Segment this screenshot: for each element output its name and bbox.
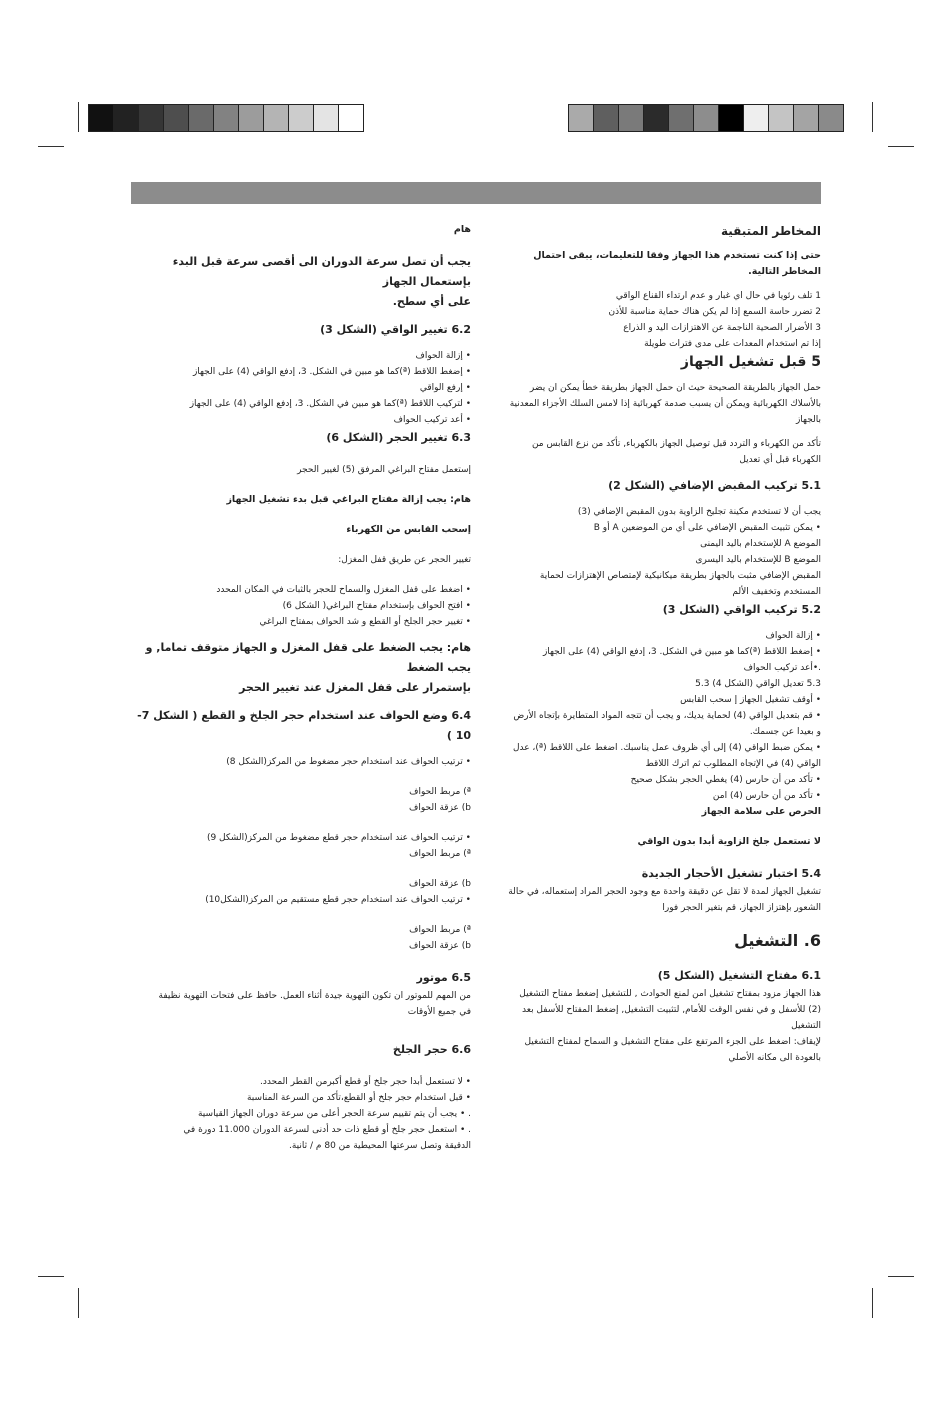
spacer <box>131 238 471 252</box>
paragraph: ª) مربط الحواف <box>409 787 471 797</box>
spacer <box>131 908 471 922</box>
paragraph: • ترتيب الحواف عند استخدام حجر قطع مضغوط من المركز(الشكل 9) <box>206 833 471 843</box>
subsection-heading: 6.2 تغيير الواقي (الشكل 3) <box>320 323 471 336</box>
bold-note: لا تستعمل جلخ الزاوية أبدا بدون الواقي <box>637 836 821 847</box>
crop-mark <box>888 1276 914 1277</box>
crop-mark <box>78 102 79 132</box>
subsection-heading: على أي سطح. <box>392 295 471 308</box>
paragraph: الموضع A للإستخدام باليد اليمنى <box>700 539 821 549</box>
spacer <box>131 568 471 582</box>
paragraph: ª) مربط الحواف <box>409 849 471 859</box>
paragraph: الدقيقة وتصل سرعتها المحيطية من 80 م / ثانية. <box>289 1141 471 1151</box>
paragraph: تغيير الحجر عن طريق قفل المغزل: <box>338 555 471 565</box>
paragraph: • افتح الحواف بإستخدام مفتاح البراغي( الشكل 6) <box>282 601 471 611</box>
spacer <box>131 954 471 968</box>
paragraph: • لتركيب اللاقط (ª)كما هو مبين في الشكل. 3، إدفع الواقي (4) على الجهاز <box>189 399 471 409</box>
spacer <box>505 468 821 476</box>
paragraph: . • استعمل حجر جلخ أو قطع ذات حد أدنى لسرعة الدوران 11.000 دورة في <box>183 1125 471 1135</box>
crop-mark <box>872 1288 873 1318</box>
section-heading: 6. التشغيل <box>734 931 821 950</box>
paragraph: تشغيل الجهاز لمدة لا تقل عن دقيقة واحدة مع وجود الحجر المراد إستعماله، في حالة <box>508 887 821 897</box>
paragraph: • قم بتعديل الواقي (4) لحماية يديك، و يجب أن تتجه المواد المتطايرة بإتجاه الأرض <box>513 711 821 721</box>
crop-mark <box>78 1288 79 1318</box>
bold-note: إسحب القابس من الكهرباء <box>346 524 471 535</box>
spacer <box>505 952 821 966</box>
subsection-heading: 6.5 موتور <box>416 971 471 984</box>
bold-note: هام: يجب إزالة مفتاح البراغي قبل بدء تشغيل الجهاز <box>226 494 471 505</box>
paragraph: 3 الأضرار الصحية الناجمة عن الاهتزازات اليد و الذراع <box>623 323 821 333</box>
spacer <box>131 340 471 348</box>
spacer <box>131 478 471 492</box>
paragraph: • ترتيب الحواف عند استخدام حجر قطع مستقيم من المركز(الشكل10) <box>205 895 471 905</box>
paragraph: تأكد من الكهرباء و التردد قبل توصيل الجهاز بالكهرباء, تأكد من نزع القابس من <box>531 439 821 449</box>
spacer <box>505 916 821 930</box>
spacer <box>505 850 821 864</box>
paragraph: • تأكد من أن حارس (4) يغطي الحجر بشكل صحيح <box>630 775 821 785</box>
spacer <box>505 820 821 834</box>
spacer <box>505 280 821 288</box>
crop-mark <box>38 146 64 147</box>
subsection-heading: هام: يجب الضغط على قفل المغزل و الجهاز متوقف تماما, و يجب الضغط <box>145 641 471 674</box>
paragraph: • إضغط اللاقط (ª)كما هو مبين في الشكل. 3، إدفع الواقي (4) على الجهاز <box>542 647 821 657</box>
spacer <box>131 862 471 876</box>
paragraph: • إزالة الحواف <box>765 631 821 641</box>
paragraph: هذا الجهاز مزود بمفتاح تشغيل امن لمنع الحوادث , للتشغيل إضغط مفتاح التشغيل <box>519 989 821 999</box>
paragraph: . • يجب أن يتم تقييم سرعة الحجر أعلى من سرعة دوران الجهاز القياسية <box>197 1109 471 1119</box>
color-calibration-bar <box>568 104 844 132</box>
left-text-column <box>131 222 471 1154</box>
paragraph: (2) للأسفل و في نفس الوقت للأمام, لتثبيت التشغيل, إضغط المفتاح للأسفل بعد <box>522 1005 821 1015</box>
crop-mark <box>872 102 873 132</box>
paragraph: المستخدم وتخفيف الألم <box>732 587 821 597</box>
paragraph: .•أعد تركيب الحواف <box>743 663 821 673</box>
spacer <box>505 240 821 248</box>
spacer <box>131 508 471 522</box>
paragraph: • تأكد من أن حارس (4) امن <box>712 791 821 801</box>
paragraph: الشعور بإهتزاز الجهاز، قم بتغير الحجر فورا <box>662 903 821 913</box>
spacer <box>131 630 471 638</box>
paragraph: التشغيل <box>791 1021 821 1031</box>
paragraph: • إرفع الواقي <box>419 383 471 393</box>
paragraph: بالجهاز <box>795 415 821 425</box>
paragraph: • يمكن تثبيت المقبض الإضافي على أي من الموضعين A أو B <box>593 523 821 533</box>
paragraph: • تغيير حجر الجلخ أو القطع و شد الحواف بمفتاح البراغي <box>259 617 471 627</box>
bold-note: هام <box>453 224 471 235</box>
spacer <box>131 816 471 830</box>
spacer <box>131 1020 471 1040</box>
section-heading: المخاطر المتبقية <box>720 224 821 238</box>
spacer <box>131 538 471 552</box>
bold-note: الحرص على سلامة الجهاز <box>701 806 821 817</box>
paragraph: الواقي (4) في الإتجاه المطلوب ثم اترك اللاقط <box>645 759 821 769</box>
paragraph: إذا تم استخدام المعدات على مدى فترات طويلة <box>644 339 821 349</box>
paragraph: • إضغط اللاقط (ª)كما هو مبين في الشكل. 3، إدفع الواقي (4) على الجهاز <box>192 367 471 377</box>
subsection-heading: بإستمرار على قفل المغزل عند تغيير الحجر <box>239 681 471 694</box>
paragraph: • أوقف تشغيل الجهاز إ سحب القابس <box>680 695 821 705</box>
subsection-heading: 6.6 حجر الجلخ <box>392 1043 471 1056</box>
spacer <box>131 698 471 706</box>
paragraph: • إزالة الحواف <box>415 351 471 361</box>
subsection-heading: 5.1 تركيب المقبض الإضافي (الشكل 2) <box>608 479 821 492</box>
header-band <box>131 182 821 204</box>
subsection-heading: 5.4 اختبار تشغيل الأحجار الجديدة <box>641 867 821 880</box>
paragraph: • أعد تركيب الحواف <box>393 415 471 425</box>
paragraph: 5.3 تعديل الواقي (الشكل 4) 5.3 <box>695 679 821 689</box>
paragraph: ª) مربط الحواف <box>409 925 471 935</box>
paragraph: • يمكن ضبط الواقي (4) إلى أي ظروف عمل يناسبك. اضغط على اللاقط (ª)، عدل <box>512 743 821 753</box>
paragraph: من المهم للموتور ان تكون التهوية جيدة أثناء العمل. حافظ على فتحات التهوية نظيفة <box>158 991 471 1001</box>
subsection-heading: يجب أن تصل سرعة الدوران الى أقصى سرعة قبل البدء بإستعمال الجهاز <box>172 255 471 288</box>
subsection-heading: 6.4 وضع الحواف عند استخدام حجر الجلخ و القطع ( الشكل 7-10 ) <box>137 709 471 742</box>
spacer <box>505 428 821 436</box>
paragraph: • ترتيب الحواف عند استخدام حجر مضغوط من المركز(الشكل 8) <box>226 757 471 767</box>
section-heading: 5 قبل تشغيل الجهاز <box>680 354 821 370</box>
paragraph: بالعودة الى مكانه الأصلي <box>728 1053 821 1063</box>
paragraph: b) عزقة الحواف <box>409 879 471 889</box>
right-text-column <box>505 222 821 1066</box>
paragraph: إستعمل مفتاح البراغي المرفق (5) لغيير الحجر <box>297 465 471 475</box>
paragraph: b) عزقة الحواف <box>409 803 471 813</box>
paragraph: بالأسلاك الكهربائية ويمكن أن يسبب صدمة كهربائية إذا لامس السلك الأجزاء المعدنية <box>509 399 821 409</box>
paragraph: 2 تضرر حاسة السمع إذا لم يكن هناك حماية مناسبة للأذن <box>608 307 821 317</box>
paragraph: 1 تلف رئويا في حال اي غبار و عدم ارتداء القناع الواقي <box>615 291 821 301</box>
paragraph: • قبل استخدام حجر جلخ أو القطع،تأكد من السرعة المناسبة <box>246 1093 471 1103</box>
spacer <box>505 496 821 504</box>
paragraph: الكهرباء قبل أي تعديل <box>739 455 821 465</box>
paragraph: المقبض الإضافي مثبت بالجهاز بطريقة ميكانيكية لإمتصاص الإهتزازات لحماية <box>539 571 821 581</box>
subsection-heading: 5.2 تركيب الواقي (الشكل 3) <box>662 603 821 616</box>
spacer <box>131 312 471 320</box>
paragraph: لإيقاف: اضغط على الجزء المرتفع على مفتاح التشغيل و السماح لمفتاح التشغيل <box>524 1037 821 1047</box>
spacer <box>131 1060 471 1074</box>
spacer <box>505 620 821 628</box>
grayscale-calibration-bar <box>88 104 364 132</box>
paragraph: و بعيدا عن جسمك. <box>749 727 821 737</box>
crop-mark <box>888 146 914 147</box>
paragraph: حمل الجهاز بالطريقة الصحيحة حيث ان حمل الجهاز بطريقة خطأ يمكن ان يضر <box>529 383 821 393</box>
paragraph: في جميع الأوقات <box>407 1007 471 1017</box>
spacer <box>131 746 471 754</box>
paragraph: • اضغط على قفل المغزل والسماح للحجر بالثبات في المكان المحدد <box>216 585 471 595</box>
paragraph: • لا تستعمل أبدا حجر جلخ أو قطع أكبرمن القطر المحدد. <box>259 1077 471 1087</box>
subsection-heading: 6.1 مفتاح التشغيل (الشكل 5) <box>657 969 821 982</box>
subsection-heading: 6.3 تغيير الحجر (الشكل 6) <box>326 431 471 444</box>
bold-note: حتى إذا كنت تستخدم هذا الجهاز وفقا للتعليمات، يبقى احتمال المخاطر التالية. <box>533 250 821 277</box>
spacer <box>505 372 821 380</box>
spacer <box>131 448 471 462</box>
crop-mark <box>38 1276 64 1277</box>
paragraph: يجب أن لا تستخدم مكينة تجليخ الزاوية بدون المقبض الإضافي (3) <box>577 507 821 517</box>
spacer <box>131 770 471 784</box>
paragraph: b) عزقة الحواف <box>409 941 471 951</box>
paragraph: الموضع B للإستخدام باليد اليسرى <box>695 555 821 565</box>
